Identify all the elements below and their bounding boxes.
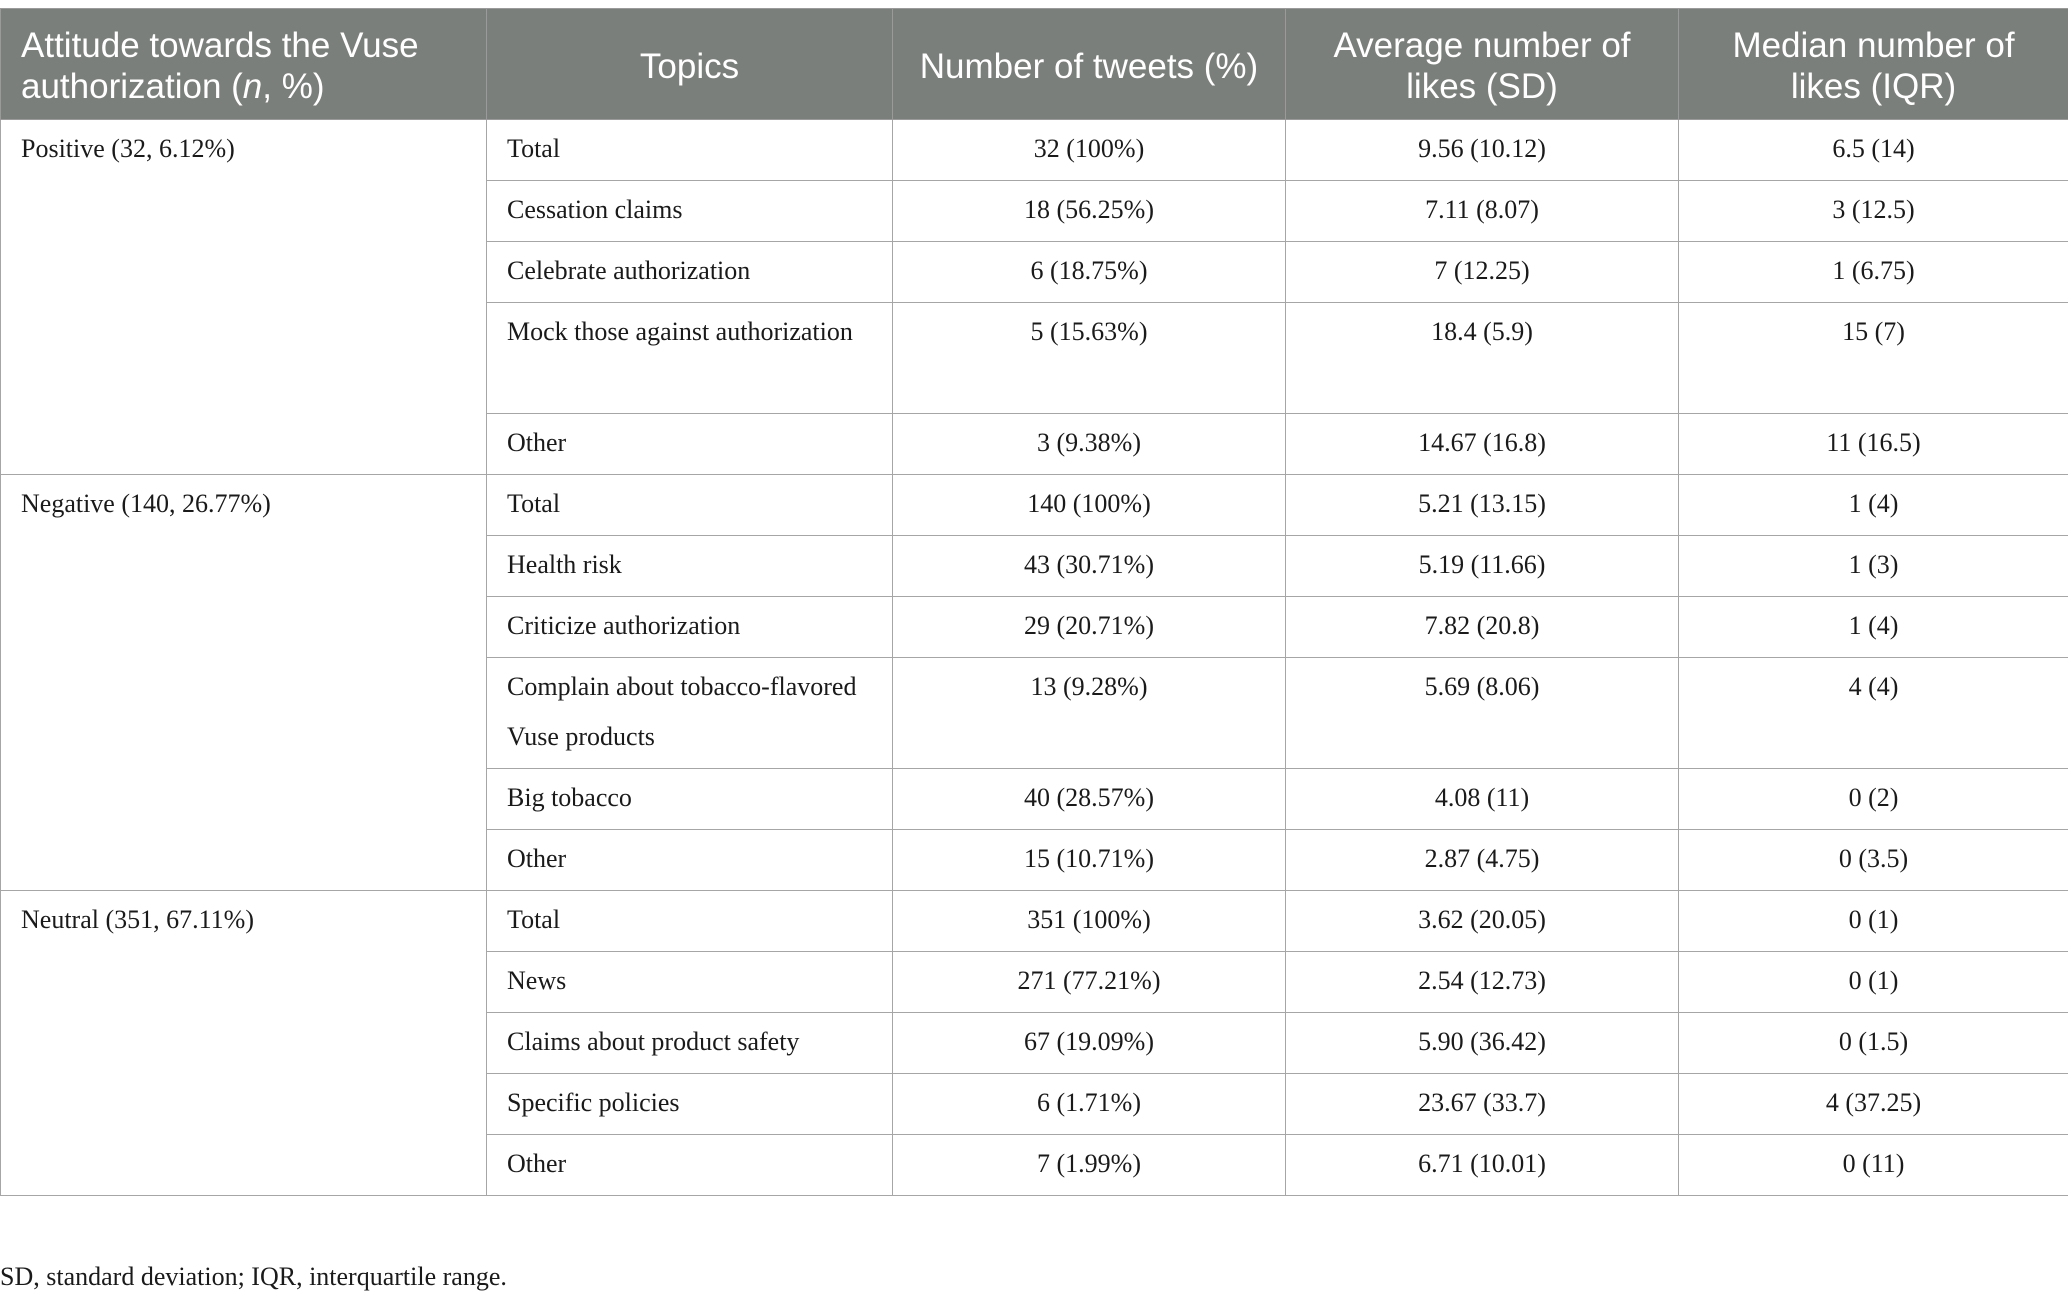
table-footnote: SD, standard deviation; IQR, interquartile range. [0, 1262, 507, 1291]
table-row [1, 891, 2068, 952]
median-likes-cell: 0 (1) [1679, 891, 2068, 952]
results-table [0, 8, 2068, 1196]
avg-likes-cell: 5.19 (11.66) [1286, 536, 1679, 597]
group-label-positive: Positive (32, 6.12%) [1, 120, 487, 475]
avg-likes-cell: 5.90 (36.42) [1286, 1013, 1679, 1074]
tweets-cell: 32 (100%) [893, 120, 1286, 181]
avg-likes-cell: 5.69 (8.06) [1286, 658, 1679, 769]
topic-cell: Criticize authorization [487, 597, 893, 658]
median-likes-cell: 4 (37.25) [1679, 1074, 2068, 1135]
table-row [1, 475, 2068, 536]
tweets-cell: 140 (100%) [893, 475, 1286, 536]
topic-cell: Health risk [487, 536, 893, 597]
header-topics: Topics [487, 9, 893, 120]
topic-cell: Claims about product safety [487, 1013, 893, 1074]
topic-cell: Mock those against authorization [487, 303, 893, 414]
header-avg-likes: Average number of likes (SD) [1286, 9, 1679, 120]
avg-likes-cell: 9.56 (10.12) [1286, 120, 1679, 181]
tweets-cell: 6 (1.71%) [893, 1074, 1286, 1135]
topic-cell: Total [487, 475, 893, 536]
tweets-cell: 13 (9.28%) [893, 658, 1286, 769]
avg-likes-cell: 2.87 (4.75) [1286, 830, 1679, 891]
avg-likes-cell: 7 (12.25) [1286, 242, 1679, 303]
avg-likes-cell: 18.4 (5.9) [1286, 303, 1679, 414]
median-likes-cell: 15 (7) [1679, 303, 2068, 414]
avg-likes-cell: 23.67 (33.7) [1286, 1074, 1679, 1135]
header-row [1, 9, 2068, 120]
avg-likes-cell: 3.62 (20.05) [1286, 891, 1679, 952]
topic-cell: Celebrate authorization [487, 242, 893, 303]
header-attitude: Attitude towards the Vuse authorization (n, %) [1, 9, 487, 120]
tweets-cell: 18 (56.25%) [893, 181, 1286, 242]
tweets-cell: 271 (77.21%) [893, 952, 1286, 1013]
avg-likes-cell: 7.82 (20.8) [1286, 597, 1679, 658]
tweets-cell: 29 (20.71%) [893, 597, 1286, 658]
table-header [1, 9, 2068, 120]
median-likes-cell: 1 (4) [1679, 475, 2068, 536]
avg-likes-cell: 14.67 (16.8) [1286, 414, 1679, 475]
median-likes-cell: 1 (6.75) [1679, 242, 2068, 303]
tweets-cell: 67 (19.09%) [893, 1013, 1286, 1074]
topic-cell: Total [487, 120, 893, 181]
header-tweets: Number of tweets (%) [893, 9, 1286, 120]
table-row [1, 120, 2068, 181]
tweets-cell: 5 (15.63%) [893, 303, 1286, 414]
topic-cell: Specific policies [487, 1074, 893, 1135]
topic-cell: Total [487, 891, 893, 952]
median-likes-cell: 0 (11) [1679, 1135, 2068, 1196]
topic-cell: Other [487, 830, 893, 891]
group-label-negative: Negative (140, 26.77%) [1, 475, 487, 891]
avg-likes-cell: 2.54 (12.73) [1286, 952, 1679, 1013]
table-body [1, 120, 2068, 1196]
median-likes-cell: 3 (12.5) [1679, 181, 2068, 242]
topic-cell: Complain about tobacco-flavored Vuse products [487, 658, 893, 769]
topic-cell: Other [487, 414, 893, 475]
header-median-likes: Median number of likes (IQR) [1679, 9, 2068, 120]
median-likes-cell: 1 (4) [1679, 597, 2068, 658]
topic-cell: Cessation claims [487, 181, 893, 242]
avg-likes-cell: 6.71 (10.01) [1286, 1135, 1679, 1196]
median-likes-cell: 0 (3.5) [1679, 830, 2068, 891]
tweets-cell: 43 (30.71%) [893, 536, 1286, 597]
tweets-cell: 40 (28.57%) [893, 769, 1286, 830]
median-likes-cell: 1 (3) [1679, 536, 2068, 597]
tweets-cell: 15 (10.71%) [893, 830, 1286, 891]
avg-likes-cell: 5.21 (13.15) [1286, 475, 1679, 536]
tweets-cell: 3 (9.38%) [893, 414, 1286, 475]
median-likes-cell: 11 (16.5) [1679, 414, 2068, 475]
tweets-cell: 7 (1.99%) [893, 1135, 1286, 1196]
median-likes-cell: 0 (2) [1679, 769, 2068, 830]
topic-cell: News [487, 952, 893, 1013]
group-label-neutral: Neutral (351, 67.11%) [1, 891, 487, 1196]
avg-likes-cell: 4.08 (11) [1286, 769, 1679, 830]
median-likes-cell: 4 (4) [1679, 658, 2068, 769]
tweets-cell: 6 (18.75%) [893, 242, 1286, 303]
median-likes-cell: 0 (1) [1679, 952, 2068, 1013]
topic-cell: Big tobacco [487, 769, 893, 830]
median-likes-cell: 6.5 (14) [1679, 120, 2068, 181]
topic-cell: Other [487, 1135, 893, 1196]
avg-likes-cell: 7.11 (8.07) [1286, 181, 1679, 242]
median-likes-cell: 0 (1.5) [1679, 1013, 2068, 1074]
tweets-cell: 351 (100%) [893, 891, 1286, 952]
